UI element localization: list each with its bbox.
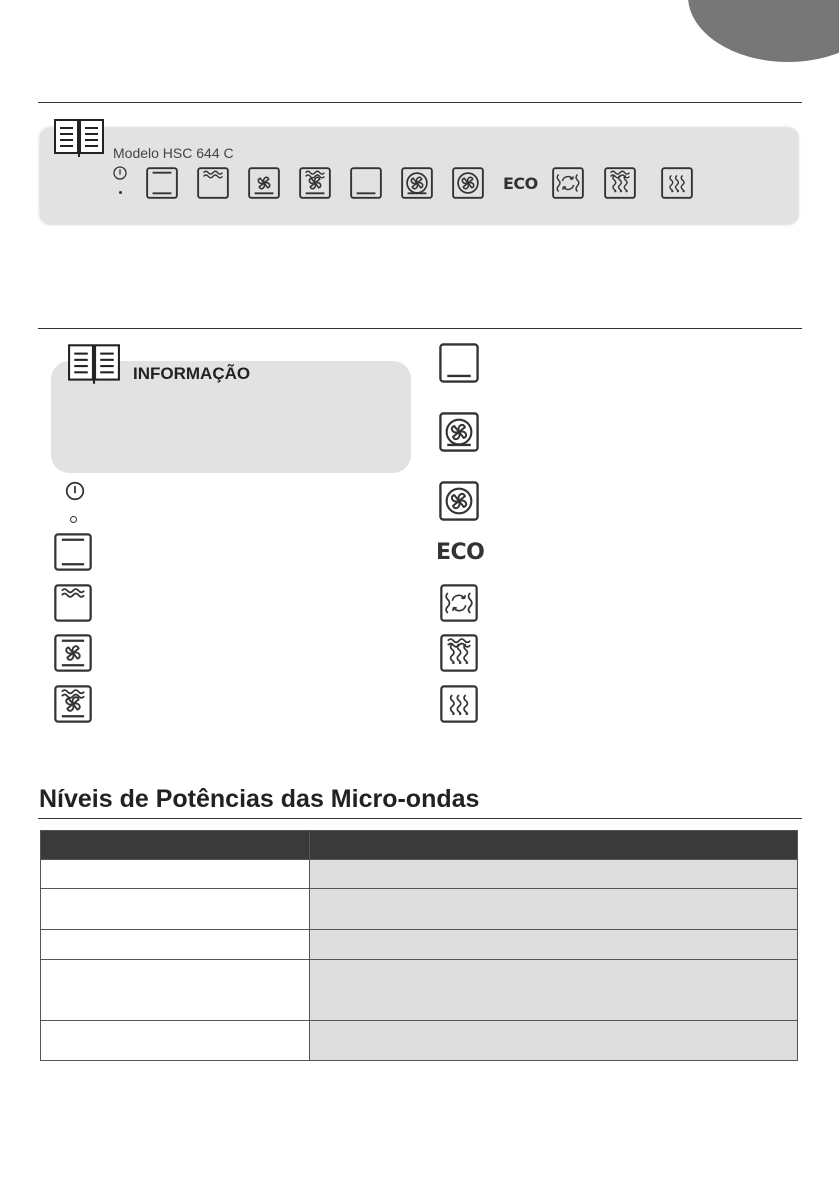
table-row bbox=[41, 1021, 798, 1061]
power-indicator-dot bbox=[119, 191, 122, 194]
middle-divider bbox=[38, 328, 802, 329]
book-icon bbox=[67, 343, 121, 385]
power-icon bbox=[64, 480, 86, 502]
table-cell bbox=[310, 889, 798, 930]
top-divider bbox=[38, 102, 802, 103]
section-title: Níveis de Potências das Micro-ondas bbox=[39, 785, 480, 813]
table-cell bbox=[310, 1021, 798, 1061]
power-icon bbox=[112, 165, 128, 181]
power-indicator-dot bbox=[70, 516, 77, 523]
hot-air-bottom-icon bbox=[400, 167, 434, 199]
defrost-icon bbox=[551, 167, 585, 199]
table-cell bbox=[310, 860, 798, 889]
table-header-cell bbox=[310, 831, 798, 860]
hot-air-bottom-icon bbox=[437, 412, 481, 452]
information-title: INFORMAÇÃO bbox=[133, 364, 251, 383]
fan-bottom-heat-icon bbox=[247, 167, 281, 199]
top-heat-grill-icon bbox=[196, 167, 230, 199]
table-cell bbox=[41, 860, 310, 889]
defrost-icon bbox=[437, 584, 481, 622]
fan-grill-icon bbox=[298, 167, 332, 199]
table-row bbox=[41, 930, 798, 960]
table-header-cell bbox=[41, 831, 310, 860]
page-corner-tab bbox=[688, 0, 839, 62]
conventional-heat-icon bbox=[145, 167, 179, 199]
fan-grill-icon bbox=[51, 685, 95, 723]
section-underline bbox=[38, 818, 802, 819]
book-icon bbox=[53, 118, 105, 158]
table-cell bbox=[310, 960, 798, 1021]
hot-air-icon bbox=[437, 481, 481, 521]
bottom-heat-icon bbox=[349, 167, 383, 199]
table-row bbox=[41, 860, 798, 889]
table-cell bbox=[41, 889, 310, 930]
table-row bbox=[41, 960, 798, 1021]
eco-icon: ECO bbox=[436, 540, 485, 565]
microwave-icon bbox=[437, 685, 481, 723]
model-label: Modelo HSC 644 C bbox=[113, 145, 234, 161]
microwave-icon bbox=[660, 167, 694, 199]
table-cell bbox=[41, 960, 310, 1021]
table-cell bbox=[41, 930, 310, 960]
power-levels-table bbox=[40, 830, 798, 1061]
fan-bottom-heat-icon bbox=[51, 634, 95, 672]
table-header-row bbox=[41, 831, 798, 860]
conventional-heat-icon bbox=[51, 533, 95, 571]
eco-icon: ECO bbox=[503, 174, 538, 193]
hot-air-icon bbox=[451, 167, 485, 199]
microwave-grill-icon bbox=[437, 634, 481, 672]
table-row bbox=[41, 889, 798, 930]
top-heat-grill-icon bbox=[51, 584, 95, 622]
bottom-heat-icon bbox=[437, 343, 481, 383]
microwave-grill-icon bbox=[603, 167, 637, 199]
table-cell bbox=[41, 1021, 310, 1061]
table-cell bbox=[310, 930, 798, 960]
